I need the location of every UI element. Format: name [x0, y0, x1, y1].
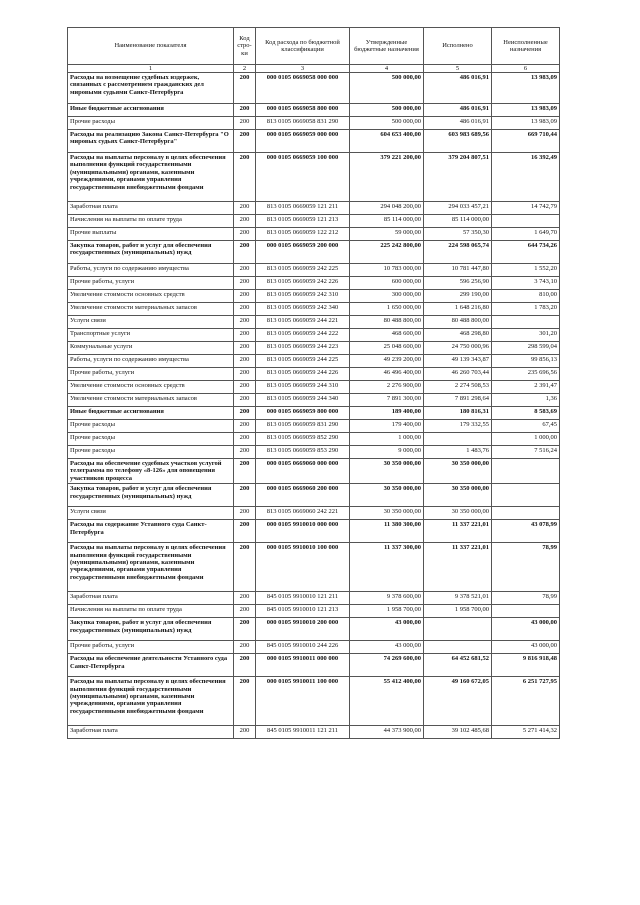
- header-executed: Исполнено: [424, 28, 492, 65]
- cell-indicator-name: Коммунальные услуги: [68, 342, 234, 355]
- cell-unexecuted: 16 392,49: [492, 153, 560, 202]
- cell-indicator-name: Закупка товаров, работ и услуг для обеспечения государственных (муниципальных) нужд: [68, 484, 234, 507]
- cell-expense-code: 845 0105 9910010 121 213: [256, 605, 350, 618]
- cell-line-code: 200: [234, 446, 256, 459]
- table-row: [68, 368, 560, 381]
- cell-line-code: 200: [234, 381, 256, 394]
- cell-unexecuted: 669 710,44: [492, 130, 560, 153]
- column-number: 1: [68, 65, 234, 73]
- cell-expense-code: 813 0105 0669059 121 213: [256, 215, 350, 228]
- table-row: [68, 446, 560, 459]
- cell-expense-code: 813 0105 0669059 853 290: [256, 446, 350, 459]
- header-indicator-name: Наименование показателя: [68, 28, 234, 65]
- table-row: [68, 303, 560, 316]
- table-row: [68, 433, 560, 446]
- cell-line-code: 200: [234, 153, 256, 202]
- cell-executed: 179 332,55: [424, 420, 492, 433]
- cell-unexecuted: [492, 316, 560, 329]
- cell-expense-code: 813 0105 0669059 244 223: [256, 342, 350, 355]
- cell-expense-code: 813 0105 0669059 121 211: [256, 202, 350, 215]
- table-body: [68, 73, 560, 739]
- column-number: 4: [350, 65, 424, 73]
- cell-unexecuted: 43 078,99: [492, 520, 560, 543]
- cell-indicator-name: Заработная плата: [68, 202, 234, 215]
- cell-unexecuted: 301,20: [492, 329, 560, 342]
- cell-indicator-name: Расходы на выплаты персоналу в целях обеспечения выполнения функций государственными (муниципальными) органами, казенными учреждениями, органами управления государственными внебюджетными фондами: [68, 543, 234, 592]
- cell-executed: 11 337 221,01: [424, 543, 492, 592]
- cell-unexecuted: 1 649,70: [492, 228, 560, 241]
- table-row: [68, 104, 560, 117]
- cell-executed: 1 648 216,80: [424, 303, 492, 316]
- table-row: [68, 484, 560, 507]
- cell-expense-code: 813 0105 0669059 242 226: [256, 277, 350, 290]
- cell-indicator-name: Иные бюджетные ассигнования: [68, 104, 234, 117]
- cell-executed: 379 204 807,51: [424, 153, 492, 202]
- cell-expense-code: 813 0105 0669059 852 290: [256, 433, 350, 446]
- cell-unexecuted: 1,36: [492, 394, 560, 407]
- cell-indicator-name: Расходы на реализацию Закона Санкт-Петербурга "О мировых судьях Санкт-Петербурга": [68, 130, 234, 153]
- cell-indicator-name: Начисления на выплаты по оплате труда: [68, 215, 234, 228]
- cell-indicator-name: Прочие расходы: [68, 433, 234, 446]
- cell-indicator-name: Закупка товаров, работ и услуг для обеспечения государственных (муниципальных) нужд: [68, 241, 234, 264]
- cell-approved: 11 380 300,00: [350, 520, 424, 543]
- cell-unexecuted: 13 983,09: [492, 104, 560, 117]
- cell-expense-code: 813 0105 0669059 244 221: [256, 316, 350, 329]
- column-number-row: [68, 65, 560, 73]
- header-approved: Утвержденные бюджетные назначения: [350, 28, 424, 65]
- cell-unexecuted: 99 856,13: [492, 355, 560, 368]
- cell-indicator-name: Увеличение стоимости основных средств: [68, 290, 234, 303]
- cell-line-code: 200: [234, 355, 256, 368]
- cell-executed: 80 488 800,00: [424, 316, 492, 329]
- cell-executed: 1 958 700,00: [424, 605, 492, 618]
- cell-unexecuted: 6 251 727,95: [492, 677, 560, 726]
- cell-expense-code: 000 0105 9910011 000 000: [256, 654, 350, 677]
- cell-unexecuted: 43 000,00: [492, 618, 560, 641]
- cell-indicator-name: Прочие расходы: [68, 420, 234, 433]
- cell-unexecuted: 43 000,00: [492, 641, 560, 654]
- cell-expense-code: 000 0105 0669060 200 000: [256, 484, 350, 507]
- cell-unexecuted: 78,99: [492, 592, 560, 605]
- table-row: [68, 264, 560, 277]
- cell-expense-code: 845 0105 9910011 121 211: [256, 726, 350, 739]
- cell-line-code: 200: [234, 264, 256, 277]
- cell-line-code: 200: [234, 407, 256, 420]
- cell-approved: 225 242 800,00: [350, 241, 424, 264]
- cell-approved: 49 239 200,00: [350, 355, 424, 368]
- cell-line-code: 200: [234, 342, 256, 355]
- cell-unexecuted: [492, 507, 560, 520]
- table-row: [68, 726, 560, 739]
- cell-line-code: 200: [234, 677, 256, 726]
- cell-expense-code: 813 0105 0669059 242 340: [256, 303, 350, 316]
- cell-line-code: 200: [234, 654, 256, 677]
- cell-indicator-name: Прочие работы, услуги: [68, 641, 234, 654]
- cell-executed: 46 260 703,44: [424, 368, 492, 381]
- cell-executed: 486 016,91: [424, 104, 492, 117]
- cell-indicator-name: Заработная плата: [68, 592, 234, 605]
- cell-executed: 30 350 000,00: [424, 459, 492, 484]
- cell-approved: 85 114 000,00: [350, 215, 424, 228]
- cell-executed: 24 750 000,96: [424, 342, 492, 355]
- table-row: [68, 641, 560, 654]
- cell-line-code: 200: [234, 641, 256, 654]
- table-row: [68, 117, 560, 130]
- cell-indicator-name: Начисления на выплаты по оплате труда: [68, 605, 234, 618]
- table-row: [68, 520, 560, 543]
- table-row: [68, 202, 560, 215]
- cell-approved: 468 600,00: [350, 329, 424, 342]
- cell-indicator-name: Расходы на содержание Уставного суда Санкт-Петербурга: [68, 520, 234, 543]
- cell-indicator-name: Иные бюджетные ассигнования: [68, 407, 234, 420]
- cell-expense-code: 813 0105 0669059 244 226: [256, 368, 350, 381]
- cell-approved: 9 000,00: [350, 446, 424, 459]
- table-row: [68, 241, 560, 264]
- cell-line-code: 200: [234, 507, 256, 520]
- cell-indicator-name: Расходы на возмещение судебных издержек, связанных с рассмотрением гражданских дел мировыми судьями Санкт-Петербурга: [68, 73, 234, 104]
- cell-approved: 294 048 200,00: [350, 202, 424, 215]
- cell-line-code: 200: [234, 104, 256, 117]
- cell-line-code: 200: [234, 241, 256, 264]
- cell-unexecuted: 1 000,00: [492, 433, 560, 446]
- cell-approved: 500 000,00: [350, 73, 424, 104]
- cell-indicator-name: Прочие работы, услуги: [68, 277, 234, 290]
- column-number: 2: [234, 65, 256, 73]
- cell-indicator-name: Расходы на обеспечение деятельности Уставного суда Санкт-Петербурга: [68, 654, 234, 677]
- table-row: [68, 654, 560, 677]
- cell-unexecuted: 235 696,56: [492, 368, 560, 381]
- cell-executed: 39 102 485,68: [424, 726, 492, 739]
- cell-executed: 468 298,80: [424, 329, 492, 342]
- table-row: [68, 381, 560, 394]
- cell-unexecuted: [492, 605, 560, 618]
- cell-indicator-name: Работы, услуги по содержанию имущества: [68, 355, 234, 368]
- cell-indicator-name: Заработная плата: [68, 726, 234, 739]
- cell-line-code: 200: [234, 316, 256, 329]
- cell-approved: 30 350 000,00: [350, 484, 424, 507]
- table-row: [68, 342, 560, 355]
- cell-executed: 85 114 000,00: [424, 215, 492, 228]
- cell-executed: 64 452 681,52: [424, 654, 492, 677]
- cell-indicator-name: Увеличение стоимости материальных запасов: [68, 303, 234, 316]
- cell-line-code: 200: [234, 543, 256, 592]
- cell-expense-code: 813 0105 0669059 244 222: [256, 329, 350, 342]
- cell-indicator-name: Расходы на выплаты персоналу в целях обеспечения выполнения функций государственными (муниципальными) органами, казенными учреждениями, органами управления государственными внебюджетными фондами: [68, 153, 234, 202]
- cell-approved: 44 373 900,00: [350, 726, 424, 739]
- cell-expense-code: 000 0105 0669058 800 000: [256, 104, 350, 117]
- table-row: [68, 420, 560, 433]
- cell-approved: 500 000,00: [350, 117, 424, 130]
- cell-unexecuted: 13 983,09: [492, 73, 560, 104]
- cell-executed: 596 256,90: [424, 277, 492, 290]
- cell-executed: 9 378 521,01: [424, 592, 492, 605]
- table-row: [68, 153, 560, 202]
- cell-approved: 600 000,00: [350, 277, 424, 290]
- cell-executed: [424, 618, 492, 641]
- table-row: [68, 507, 560, 520]
- cell-expense-code: 813 0105 0669059 242 310: [256, 290, 350, 303]
- table-row: [68, 215, 560, 228]
- cell-executed: [424, 433, 492, 446]
- cell-expense-code: 813 0105 0669059 244 310: [256, 381, 350, 394]
- cell-approved: 59 000,00: [350, 228, 424, 241]
- cell-indicator-name: Прочие расходы: [68, 446, 234, 459]
- header-unexecuted: Неисполненные назначения: [492, 28, 560, 65]
- table-row: [68, 228, 560, 241]
- cell-expense-code: 813 0105 0669059 244 340: [256, 394, 350, 407]
- cell-expense-code: 813 0105 0669059 242 225: [256, 264, 350, 277]
- cell-indicator-name: Увеличение стоимости материальных запасов: [68, 394, 234, 407]
- table-row: [68, 316, 560, 329]
- cell-line-code: 200: [234, 73, 256, 104]
- cell-approved: 2 276 900,00: [350, 381, 424, 394]
- table-row: [68, 605, 560, 618]
- cell-unexecuted: 67,45: [492, 420, 560, 433]
- table-row: [68, 592, 560, 605]
- cell-line-code: 200: [234, 277, 256, 290]
- table-row: [68, 543, 560, 592]
- cell-executed: 7 891 298,64: [424, 394, 492, 407]
- table-row: [68, 459, 560, 484]
- cell-executed: 486 016,91: [424, 73, 492, 104]
- cell-approved: 74 269 600,00: [350, 654, 424, 677]
- cell-expense-code: 813 0105 0669059 831 290: [256, 420, 350, 433]
- cell-executed: 180 816,31: [424, 407, 492, 420]
- cell-approved: 7 891 300,00: [350, 394, 424, 407]
- cell-expense-code: 813 0105 0669060 242 221: [256, 507, 350, 520]
- cell-expense-code: 000 0105 0669059 800 000: [256, 407, 350, 420]
- table-row: [68, 394, 560, 407]
- cell-expense-code: 000 0105 0669058 000 000: [256, 73, 350, 104]
- cell-executed: 49 139 343,87: [424, 355, 492, 368]
- cell-executed: 299 190,00: [424, 290, 492, 303]
- cell-approved: 1 650 000,00: [350, 303, 424, 316]
- cell-unexecuted: 78,99: [492, 543, 560, 592]
- cell-approved: 46 496 400,00: [350, 368, 424, 381]
- cell-indicator-name: Прочие расходы: [68, 117, 234, 130]
- cell-executed: 2 274 508,53: [424, 381, 492, 394]
- cell-expense-code: 000 0105 0669060 000 000: [256, 459, 350, 484]
- cell-line-code: 200: [234, 202, 256, 215]
- cell-expense-code: 845 0105 9910010 121 211: [256, 592, 350, 605]
- cell-expense-code: 000 0105 9910011 100 000: [256, 677, 350, 726]
- cell-expense-code: 000 0105 9910010 100 000: [256, 543, 350, 592]
- cell-expense-code: 000 0105 9910010 000 000: [256, 520, 350, 543]
- cell-line-code: 200: [234, 117, 256, 130]
- cell-line-code: 200: [234, 592, 256, 605]
- cell-indicator-name: Увеличение стоимости основных средств: [68, 381, 234, 394]
- table-row: [68, 130, 560, 153]
- cell-approved: 9 378 600,00: [350, 592, 424, 605]
- cell-line-code: 200: [234, 329, 256, 342]
- cell-expense-code: 813 0105 0669059 122 212: [256, 228, 350, 241]
- cell-line-code: 200: [234, 215, 256, 228]
- cell-expense-code: 813 0105 0669059 244 225: [256, 355, 350, 368]
- cell-approved: 604 653 400,00: [350, 130, 424, 153]
- cell-line-code: 200: [234, 368, 256, 381]
- cell-approved: 30 350 000,00: [350, 459, 424, 484]
- cell-indicator-name: Прочие выплаты: [68, 228, 234, 241]
- cell-line-code: 200: [234, 394, 256, 407]
- cell-executed: 30 350 000,00: [424, 484, 492, 507]
- cell-expense-code: 813 0105 0669058 831 290: [256, 117, 350, 130]
- cell-approved: 25 048 600,00: [350, 342, 424, 355]
- cell-unexecuted: 1 783,20: [492, 303, 560, 316]
- cell-expense-code: 000 0105 0669059 100 000: [256, 153, 350, 202]
- cell-unexecuted: 1 552,20: [492, 264, 560, 277]
- cell-expense-code: 000 0105 0669059 200 000: [256, 241, 350, 264]
- table-row: [68, 73, 560, 104]
- cell-approved: 379 221 200,00: [350, 153, 424, 202]
- cell-approved: 500 000,00: [350, 104, 424, 117]
- cell-approved: 43 000,00: [350, 618, 424, 641]
- table-row: [68, 329, 560, 342]
- column-number: 6: [492, 65, 560, 73]
- cell-indicator-name: Работы, услуги по содержанию имущества: [68, 264, 234, 277]
- cell-line-code: 200: [234, 303, 256, 316]
- cell-executed: 294 033 457,21: [424, 202, 492, 215]
- cell-indicator-name: Прочие работы, услуги: [68, 368, 234, 381]
- cell-approved: 10 783 000,00: [350, 264, 424, 277]
- cell-approved: 179 400,00: [350, 420, 424, 433]
- cell-line-code: 200: [234, 618, 256, 641]
- cell-approved: 1 000,00: [350, 433, 424, 446]
- cell-executed: 486 016,91: [424, 117, 492, 130]
- cell-expense-code: 000 0105 9910010 200 000: [256, 618, 350, 641]
- cell-unexecuted: 3 743,10: [492, 277, 560, 290]
- budget-execution-table: [67, 27, 560, 739]
- table-row: [68, 677, 560, 726]
- cell-unexecuted: [492, 484, 560, 507]
- cell-line-code: 200: [234, 130, 256, 153]
- header-expense-code: Код расхода по бюджетной классификации: [256, 28, 350, 65]
- cell-executed: 49 160 672,05: [424, 677, 492, 726]
- cell-unexecuted: [492, 459, 560, 484]
- cell-unexecuted: 644 734,26: [492, 241, 560, 264]
- table-header-row: [68, 28, 560, 65]
- cell-approved: 300 000,00: [350, 290, 424, 303]
- cell-approved: 80 488 800,00: [350, 316, 424, 329]
- cell-unexecuted: 9 816 918,48: [492, 654, 560, 677]
- cell-executed: 1 483,76: [424, 446, 492, 459]
- cell-line-code: 200: [234, 228, 256, 241]
- cell-unexecuted: 298 599,04: [492, 342, 560, 355]
- cell-line-code: 200: [234, 484, 256, 507]
- cell-expense-code: 000 0105 0669059 000 000: [256, 130, 350, 153]
- table-row: [68, 407, 560, 420]
- cell-indicator-name: Услуги связи: [68, 316, 234, 329]
- cell-indicator-name: Транспортные услуги: [68, 329, 234, 342]
- cell-approved: 11 337 300,00: [350, 543, 424, 592]
- cell-unexecuted: 5 271 414,32: [492, 726, 560, 739]
- table-row: [68, 355, 560, 368]
- cell-line-code: 200: [234, 520, 256, 543]
- cell-line-code: 200: [234, 433, 256, 446]
- cell-unexecuted: 810,00: [492, 290, 560, 303]
- cell-executed: 30 350 000,00: [424, 507, 492, 520]
- cell-approved: 189 400,00: [350, 407, 424, 420]
- cell-approved: 43 000,00: [350, 641, 424, 654]
- cell-line-code: 200: [234, 605, 256, 618]
- cell-executed: 224 598 065,74: [424, 241, 492, 264]
- cell-approved: 1 958 700,00: [350, 605, 424, 618]
- cell-executed: 603 983 689,56: [424, 130, 492, 153]
- table-row: [68, 618, 560, 641]
- cell-indicator-name: Услуги связи: [68, 507, 234, 520]
- cell-unexecuted: 14 742,79: [492, 202, 560, 215]
- cell-approved: 55 412 400,00: [350, 677, 424, 726]
- cell-unexecuted: 8 583,69: [492, 407, 560, 420]
- cell-unexecuted: [492, 215, 560, 228]
- cell-indicator-name: Закупка товаров, работ и услуг для обеспечения государственных (муниципальных) нужд: [68, 618, 234, 641]
- column-number: 3: [256, 65, 350, 73]
- cell-approved: 30 350 000,00: [350, 507, 424, 520]
- cell-executed: 11 337 221,01: [424, 520, 492, 543]
- table-row: [68, 277, 560, 290]
- cell-expense-code: 845 0105 9910010 244 226: [256, 641, 350, 654]
- cell-unexecuted: 2 391,47: [492, 381, 560, 394]
- cell-indicator-name: Расходы на обеспечение судебных участков услугой телеграмма по телефону «8-126» для оповещения участников процесса: [68, 459, 234, 484]
- cell-line-code: 200: [234, 459, 256, 484]
- cell-unexecuted: 7 516,24: [492, 446, 560, 459]
- cell-unexecuted: 13 983,09: [492, 117, 560, 130]
- column-number: 5: [424, 65, 492, 73]
- cell-indicator-name: Расходы на выплаты персоналу в целях обеспечения выполнения функций государственными (муниципальными) органами, казенными учреждениями, органами управления государственными внебюджетными фондами: [68, 677, 234, 726]
- cell-executed: [424, 641, 492, 654]
- cell-executed: 10 781 447,80: [424, 264, 492, 277]
- cell-executed: 57 350,30: [424, 228, 492, 241]
- cell-line-code: 200: [234, 290, 256, 303]
- header-line-code: Код стро-ки: [234, 28, 256, 65]
- cell-line-code: 200: [234, 420, 256, 433]
- table-row: [68, 290, 560, 303]
- cell-line-code: 200: [234, 726, 256, 739]
